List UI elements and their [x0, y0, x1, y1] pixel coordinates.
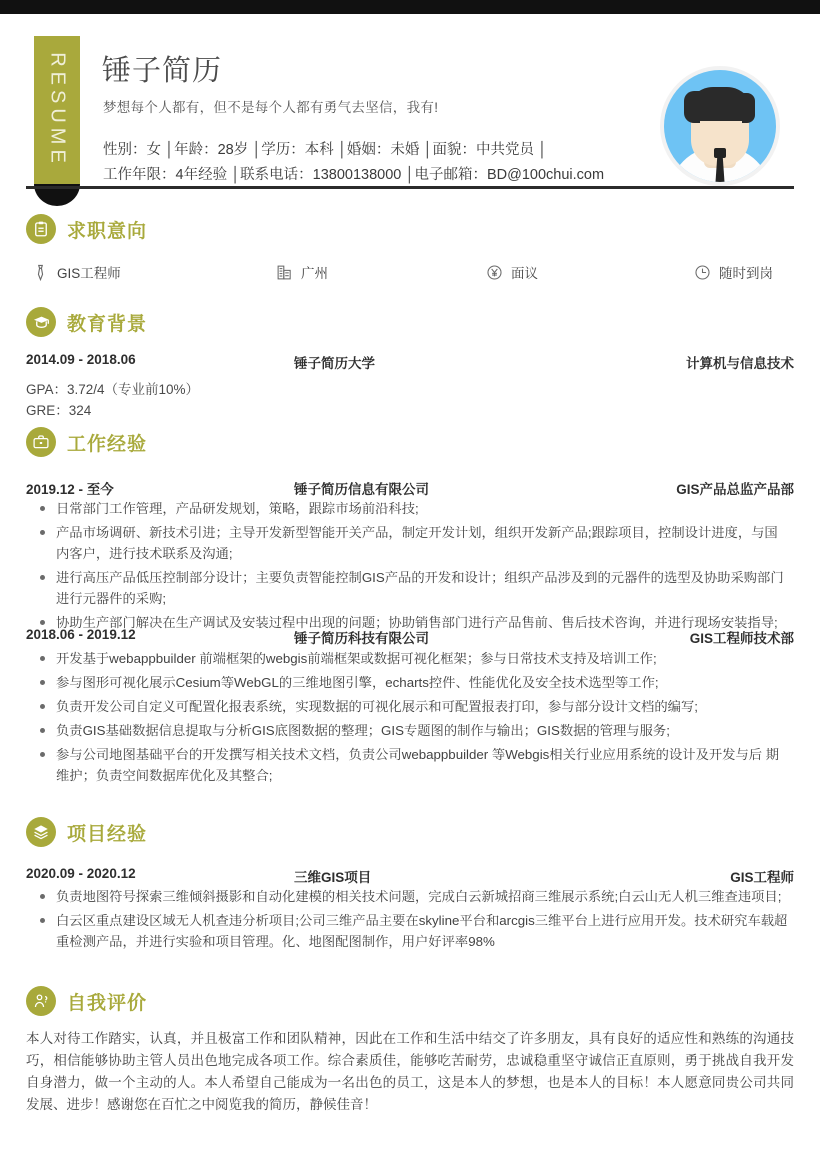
job-intention-availability-label: 随时到岗: [719, 266, 773, 281]
work-bullets-1: [38, 498, 790, 636]
clipboard-icon: [26, 214, 56, 244]
section-heading-project-experience: [26, 817, 147, 847]
briefcase-icon: [26, 427, 56, 457]
job-intention-salary-label: 面议: [511, 266, 538, 281]
section-heading-self-evaluation: [26, 986, 147, 1016]
job-intention-availability: [694, 262, 773, 282]
avatar: [664, 70, 776, 182]
graduation-cap-icon: [26, 307, 56, 337]
work-company-1: 锤子简历信息有限公司: [294, 482, 429, 497]
list-item: 日常部门工作管理，产品研发规划，策略，跟踪市场前沿科技;: [38, 498, 790, 519]
section-title-education: 教育背景: [67, 313, 148, 335]
page-title: 锤子简历: [102, 55, 223, 87]
resume-side-tab: [34, 36, 80, 184]
project-date: 2020.09 - 2020.12: [26, 866, 136, 881]
education-gre: GRE：324: [26, 403, 92, 418]
section-heading-job-intention: [26, 214, 147, 244]
job-intention-salary: [486, 262, 538, 282]
list-item: 负责GIS基础数据信息提取与分析GIS底图数据的整理；GIS专题图的制作与输出；GIS数据的管理与服务;: [38, 720, 790, 741]
list-item: 负责地图符号探索三维倾斜摄影和自动化建模的相关技术问题，完成白云新城招商三维展示系统;白云山无人机三维查违项目;: [38, 886, 790, 907]
job-intention-row: [26, 262, 794, 286]
self-evaluation-text: 本人对待工作踏实，认真，并且极富工作和团队精神，因此在工作和生活中结交了许多朋友，具有良好的适应性和熟练的沟通技巧，相信能够协助主管人员出色地完成各项工作。综合素质佳，能够吃苦耐劳，忠诚稳重坚守诚信正直原则，勇于挑战自我开发自身潜力，做一个主动的人。本人希望自己能成为一名出色的员工，这是本人的梦想，也是本人的目标！本人愿意同贵公司共同发展、进步！感谢您在百忙之中阅览我的简历，静候佳音！: [26, 1031, 794, 1112]
header-info-line-2: 工作年限：4年经验 │联系电话：13800138000 │电子邮箱：BD@100chui.com: [103, 167, 605, 183]
work-company-2: 锤子简历科技有限公司: [294, 631, 429, 646]
list-item: 协助生产部门解决在生产调试及安装过程中出现的问题；协助销售部门进行产品售前、售后技术咨询，并进行现场安装指导;: [38, 612, 790, 633]
work-role-2: GIS工程师技术部: [689, 631, 794, 646]
section-title-self-evaluation: 自我评价: [67, 992, 148, 1014]
section-title-work-experience: 工作经验: [67, 433, 148, 455]
job-intention-city: [276, 262, 328, 282]
avatar-hair: [687, 87, 753, 121]
education-date: 2014.09 - 2018.06: [26, 352, 136, 367]
header-slogan: 梦想每个人都有，但不是每个人都有勇气去坚信，我有!: [103, 100, 439, 115]
project-bullets: [38, 886, 790, 955]
list-item: 白云区重点建设区域无人机查违分析项目;公司三维产品主要在skyline平台和arcgis三维平台上进行应用开发。技术研究车载超重检测产品，并进行实验和项目管理。化、地图配图制作，用户好评率98%: [38, 910, 790, 952]
tie-icon: [32, 264, 49, 281]
section-title-job-intention: 求职意向: [67, 220, 148, 242]
person-idea-icon: [26, 986, 56, 1016]
list-item: 参与图形可视化展示Cesium等WebGL的三维地图引擎，echarts控件、性能优化及安全技术选型等工作;: [38, 672, 790, 693]
building-icon: [276, 264, 293, 281]
education-gpa: GPA：3.72/4（专业前10%）: [26, 382, 200, 397]
list-item: 负责开发公司自定义可配置化报表系统，实现数据的可视化展示和可配置报表打印，参与部分设计文档的编写;: [38, 696, 790, 717]
top-black-bar: [0, 0, 820, 14]
section-heading-education: [26, 307, 147, 337]
list-item: 进行高压产品低压控制部分设计；主要负责智能控制GIS产品的开发和设计；组织产品涉及到的元器件的选型及协助采购部门进行元器件的采购;: [38, 567, 790, 609]
work-date-1: 2019.12 - 至今: [26, 482, 114, 497]
work-bullets-2: [38, 648, 790, 789]
layers-icon: [26, 817, 56, 847]
resume-side-tab-label: RESUME: [46, 52, 69, 168]
list-item: 开发基于webappbuilder 前端框架的webgis前端框架或数据可视化框架；参与日常技术支持及培训工作;: [38, 648, 790, 669]
work-role-1: GIS产品总监产品部: [676, 482, 794, 497]
project-name: 三维GIS项目: [294, 870, 372, 885]
education-school: 锤子简历大学: [294, 356, 375, 371]
resume-header: [0, 14, 820, 186]
list-item: 参与公司地图基础平台的开发撰写相关技术文档，负责公司webappbuilder 等Webgis相关行业应用系统的设计及开发与后 期维护；负责空间数据库优化及其整合;: [38, 744, 790, 786]
education-major: 计算机与信息技术: [686, 356, 794, 371]
list-item: 产品市场调研、新技术引进；主导开发新型智能开关产品，制定开发计划，组织开发新产品;跟踪项目，控制设计进度，与国内客户，进行技术联系及沟通;: [38, 522, 790, 564]
job-intention-city-label: 广州: [301, 266, 328, 281]
clock-icon: [694, 264, 711, 281]
section-heading-work-experience: [26, 427, 147, 457]
header-divider: [26, 186, 794, 189]
yen-circle-icon: [486, 264, 503, 281]
project-role: GIS工程师: [730, 870, 794, 885]
header-info-line-1: 性别：女 │年龄：28岁 │学历：本科 │婚姻：未婚 │面貌：中共党员 │: [103, 142, 548, 158]
work-date-2: 2018.06 - 2019.12: [26, 627, 136, 642]
job-intention-position: [32, 262, 121, 282]
job-intention-position-label: GIS工程师: [57, 266, 121, 281]
section-title-project-experience: 项目经验: [67, 823, 148, 845]
